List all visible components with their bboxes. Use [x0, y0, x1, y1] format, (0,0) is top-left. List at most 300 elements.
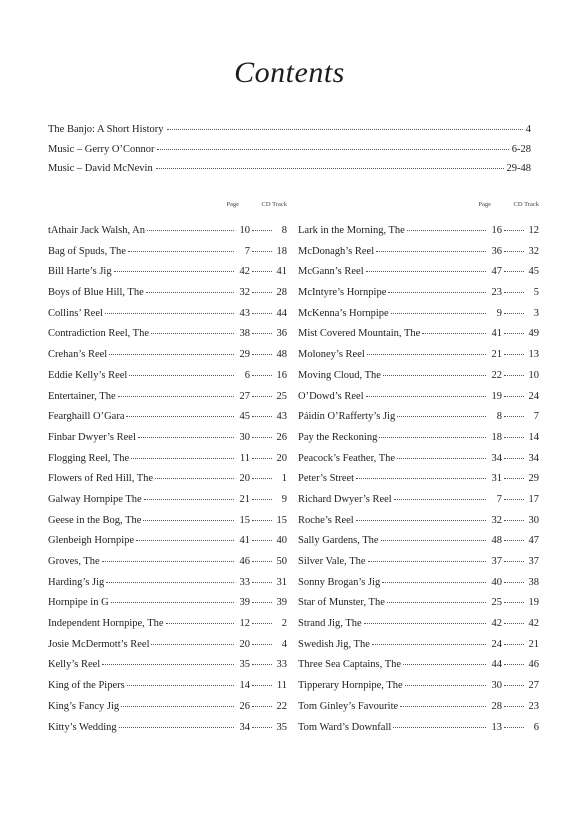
dot-leader [252, 697, 272, 709]
dot-leader [146, 283, 234, 295]
section-label: The Banjo: A Short History [48, 124, 164, 135]
cd-track-number: 10 [528, 369, 539, 381]
tune-entry[interactable] [48, 242, 287, 263]
dot-leader [504, 345, 524, 357]
cd-track-number: 34 [528, 452, 539, 464]
page-number: 37 [491, 556, 502, 567]
dot-leader [252, 593, 272, 605]
cd-track-number: 23 [528, 700, 539, 712]
dot-leader [151, 324, 234, 336]
tune-name: Sally Gardens, The [298, 535, 379, 547]
cd-track-number: 7 [533, 411, 539, 423]
dot-leader [504, 531, 524, 543]
tune-column-left [48, 200, 287, 738]
page-number: 9 [496, 307, 502, 319]
page-title: Contents [234, 56, 345, 89]
tune-list-left [48, 221, 287, 738]
dot-leader [155, 469, 234, 481]
page-number: 30 [239, 431, 250, 443]
dot-leader [252, 407, 272, 419]
tune-name: Moving Cloud, The [298, 369, 381, 381]
dot-leader [356, 511, 486, 523]
page-number: 22 [491, 369, 502, 381]
dot-leader [504, 324, 524, 336]
tune-name: Contradiction Reel, The [48, 328, 149, 340]
page-number: 18 [491, 431, 502, 443]
dot-leader [504, 304, 524, 316]
dot-leader [252, 531, 272, 543]
dot-leader [379, 428, 486, 440]
page-number: 34 [239, 721, 250, 733]
tune-entry[interactable] [48, 573, 287, 594]
cd-track-number: 6 [533, 721, 539, 733]
page-number: 19 [491, 390, 502, 402]
page-number: 45 [239, 411, 250, 423]
dot-leader [252, 283, 272, 295]
tune-name: Kelly’s Reel [48, 659, 101, 671]
dot-leader [166, 614, 234, 626]
tune-entry[interactable] [48, 676, 287, 697]
tune-name: Josie McDermott’s Reel [48, 638, 150, 650]
page-number: 44 [491, 659, 502, 671]
page-number: 32 [239, 287, 250, 299]
tune-entry[interactable] [298, 324, 539, 345]
page-header: Page [226, 201, 239, 208]
cd-track-number: 24 [528, 390, 539, 402]
cd-track-number: 42 [528, 618, 539, 630]
tune-entry[interactable] [298, 676, 539, 697]
cd-track-number: 21 [528, 638, 539, 650]
dot-leader [394, 490, 486, 502]
tune-name: King of the Pipers [48, 680, 125, 692]
cd-track-number: 8 [281, 225, 287, 236]
cd-track-number: 36 [276, 328, 287, 340]
tune-entry[interactable] [298, 573, 539, 594]
tune-name: tAthair Jack Walsh, An [48, 225, 145, 236]
tune-name: Richard Dwyer’s Reel [298, 493, 392, 505]
dot-leader [109, 345, 234, 357]
section-list [48, 120, 531, 179]
tune-entry[interactable] [298, 697, 539, 718]
page-number: 27 [239, 390, 250, 402]
dot-leader [252, 387, 272, 399]
tune-name: Independent Hornpipe, The [48, 618, 164, 630]
dot-leader [252, 718, 272, 730]
cd-track-number: 30 [528, 514, 539, 526]
tune-name: Peacock’s Feather, The [298, 452, 396, 464]
tune-entry[interactable] [48, 614, 287, 635]
dot-leader [381, 531, 486, 543]
page-number: 30 [491, 680, 502, 692]
page-number: 16 [491, 225, 502, 236]
cd-track-number: 2 [281, 618, 287, 630]
tune-name: Tom Ginley’s Favourite [298, 700, 399, 712]
dot-leader [102, 655, 234, 667]
tune-entry[interactable] [48, 511, 287, 532]
page-number: 31 [491, 473, 502, 485]
tune-entry[interactable] [298, 635, 539, 656]
dot-leader [136, 531, 234, 543]
dot-leader [403, 655, 486, 667]
cd-track-number: 22 [276, 700, 287, 712]
tune-entry[interactable] [48, 718, 287, 739]
tune-name: Roche’s Reel [298, 514, 354, 526]
tune-entry[interactable] [298, 449, 539, 470]
tune-name: Collins’ Reel [48, 307, 103, 319]
cd-track-number: 48 [276, 349, 287, 361]
tune-name: Strand Jig, The [298, 618, 362, 630]
cd-track-number: 9 [281, 493, 287, 505]
cd-track-number: 46 [528, 659, 539, 671]
cd-track-number: 45 [528, 266, 539, 278]
page-number: 10 [239, 225, 250, 236]
cd-track-number: 33 [276, 659, 287, 671]
cd-track-number: 17 [528, 493, 539, 505]
dot-leader [129, 366, 234, 378]
cd-track-number: 44 [276, 307, 287, 319]
tune-name: McIntyre’s Hornpipe [298, 287, 387, 299]
page-number: 20 [239, 638, 250, 650]
dot-leader [504, 573, 524, 585]
dot-leader [364, 614, 486, 626]
tune-entry[interactable] [48, 283, 287, 304]
cd-track-number: 49 [528, 328, 539, 340]
tune-name: Groves, The [48, 556, 100, 567]
dot-leader [252, 655, 272, 667]
page-number: 47 [491, 266, 502, 278]
tune-entry[interactable] [48, 449, 287, 470]
dot-leader [504, 697, 524, 709]
section-row[interactable] [48, 159, 531, 179]
tune-entry[interactable] [48, 531, 287, 552]
cd-track-number: 5 [533, 287, 539, 299]
section-pages: 6-28 [511, 143, 531, 155]
cd-track-number: 15 [276, 514, 287, 526]
tune-name: Moloney’s Reel [298, 349, 365, 361]
page-number: 41 [239, 535, 250, 547]
dot-leader [252, 573, 272, 585]
cd-track-number: 43 [276, 411, 287, 423]
tune-entry[interactable] [298, 531, 539, 552]
tune-entry[interactable] [48, 345, 287, 366]
cd-track-number: 37 [528, 556, 539, 567]
tune-name: O’Dowd’s Reel [298, 390, 364, 402]
tune-entry[interactable] [48, 428, 287, 449]
dot-leader [126, 407, 234, 419]
dot-leader [156, 159, 504, 171]
page-number: 6 [244, 369, 250, 381]
page-number: 33 [239, 576, 250, 588]
dot-leader [388, 283, 486, 295]
cd-track-number: 20 [276, 452, 287, 464]
tune-entry[interactable] [298, 387, 539, 408]
cd-track-number: 13 [528, 349, 539, 361]
dot-leader [252, 345, 272, 357]
column-header [48, 200, 287, 214]
tune-entry[interactable] [298, 262, 539, 283]
dot-leader [356, 469, 486, 481]
tune-entry[interactable] [298, 428, 539, 449]
cd-track-number: 14 [528, 431, 539, 443]
cd-track-number: 39 [276, 597, 287, 609]
dot-leader [366, 387, 486, 399]
cd-track-number: 1 [281, 473, 287, 485]
dot-leader [106, 573, 234, 585]
tune-name: Tom Ward’s Downfall [298, 721, 392, 733]
page-number: 21 [239, 493, 250, 505]
dot-leader [504, 366, 524, 378]
tune-name: Fearghaill O’Gara [48, 411, 125, 423]
dot-leader [252, 324, 272, 336]
dot-leader [252, 552, 272, 564]
tune-entry[interactable] [48, 635, 287, 656]
tune-entry[interactable] [298, 242, 539, 263]
dot-leader [105, 304, 234, 316]
page-number: 13 [491, 721, 502, 733]
tune-name: Lark in the Morning, The [298, 225, 405, 236]
dot-leader [504, 614, 524, 626]
tune-entry[interactable] [298, 345, 539, 366]
dot-leader [372, 635, 486, 647]
dot-leader [252, 262, 272, 274]
page-number: 14 [239, 680, 250, 692]
cd-track-number: 31 [276, 576, 287, 588]
dot-leader [252, 449, 272, 461]
cd-track-number: 27 [528, 680, 539, 692]
tune-entry[interactable] [48, 262, 287, 283]
page-number: 38 [239, 328, 250, 340]
section-label: Music – Gerry O’Connor [48, 143, 155, 155]
dot-leader [504, 428, 524, 440]
dot-leader [387, 593, 486, 605]
dot-leader [383, 366, 486, 378]
dot-leader [252, 511, 272, 523]
tune-entry[interactable] [48, 469, 287, 490]
tune-name: Star of Munster, The [298, 597, 385, 609]
dot-leader [504, 718, 524, 730]
tune-name: Flowers of Red Hill, The [48, 473, 154, 485]
tune-name: Flogging Reel, The [48, 452, 130, 464]
dot-leader [504, 655, 524, 667]
tune-name: Harding’s Jig [48, 576, 105, 588]
page-number: 42 [239, 266, 250, 278]
tune-name: Swedish Jig, The [298, 638, 370, 650]
dot-leader [393, 718, 486, 730]
tune-name: Kitty’s Wedding [48, 721, 117, 733]
page-number: 42 [491, 618, 502, 630]
dot-leader [382, 573, 486, 585]
dot-leader [252, 614, 272, 626]
tune-name: Geese in the Bog, The [48, 514, 142, 526]
tune-entry[interactable] [298, 221, 539, 242]
tune-name: McGann’s Reel [298, 266, 364, 278]
tune-name: Pay the Reckoning [298, 431, 378, 443]
page-number: 26 [239, 700, 250, 712]
dot-leader [252, 676, 272, 688]
dot-leader [128, 242, 234, 254]
cd-track-number: 32 [528, 245, 539, 257]
dot-leader [118, 387, 234, 399]
tune-name: Páidín O’Rafferty’s Jig [298, 411, 396, 423]
dot-leader [121, 697, 234, 709]
page-number: 48 [491, 535, 502, 547]
dot-leader [391, 304, 486, 316]
dot-leader [397, 449, 486, 461]
tune-entry[interactable] [298, 407, 539, 428]
tune-entry[interactable] [298, 593, 539, 614]
tune-entry[interactable] [48, 221, 287, 242]
dot-leader [504, 407, 524, 419]
page-number: 15 [239, 514, 250, 526]
tune-entry[interactable] [298, 614, 539, 635]
dot-leader [138, 428, 234, 440]
page-number: 43 [239, 307, 250, 319]
dot-leader [504, 283, 524, 295]
page-number: 35 [239, 659, 250, 671]
tune-entry[interactable] [48, 304, 287, 325]
tune-name: Glenbeigh Hornpipe [48, 535, 135, 547]
cd-track-number: 19 [528, 597, 539, 609]
column-header [298, 200, 539, 214]
cd-track-number: 18 [276, 245, 287, 257]
tune-entry[interactable] [298, 718, 539, 739]
tune-entry[interactable] [48, 324, 287, 345]
dot-leader [151, 635, 234, 647]
dot-leader [368, 552, 486, 564]
tune-column-right [298, 200, 539, 738]
section-row[interactable] [48, 140, 531, 160]
tune-name: Sonny Brogan’s Jig [298, 576, 381, 588]
cd-track-number: 16 [276, 369, 287, 381]
page-number: 36 [491, 245, 502, 257]
section-label: Music – David McNevin [48, 163, 153, 174]
tune-entry[interactable] [48, 655, 287, 676]
dot-leader [407, 221, 486, 233]
page-number: 8 [496, 411, 502, 423]
dot-leader [252, 221, 272, 233]
cd-track-number: 11 [276, 680, 287, 692]
page-number: 7 [244, 245, 250, 257]
dot-leader [400, 697, 486, 709]
dot-leader [131, 449, 234, 461]
tune-entry[interactable] [298, 283, 539, 304]
tune-entry[interactable] [48, 387, 287, 408]
tune-entry[interactable] [48, 490, 287, 511]
dot-leader [111, 593, 234, 605]
dot-leader [504, 490, 524, 502]
dot-leader [252, 635, 272, 647]
dot-leader [114, 262, 234, 274]
dot-leader [504, 449, 524, 461]
tune-list-right [298, 221, 539, 738]
cd-track-number: 3 [533, 307, 539, 319]
tune-name: Galway Hornpipe The [48, 493, 142, 505]
tune-entry[interactable] [298, 304, 539, 325]
tune-name: Hornpipe in G [48, 597, 109, 609]
page-number: 23 [491, 287, 502, 299]
tune-name: Silver Vale, The [298, 556, 366, 567]
dot-leader [504, 511, 524, 523]
tune-entry[interactable] [48, 552, 287, 573]
dot-leader [252, 304, 272, 316]
page-number: 20 [239, 473, 250, 485]
dot-leader [504, 242, 524, 254]
dot-leader [504, 635, 524, 647]
page-number: 40 [491, 576, 502, 588]
tune-name: Tipperary Hornpipe, The [298, 680, 403, 692]
dot-leader [144, 490, 234, 502]
tune-name: Bag of Spuds, The [48, 245, 126, 257]
tune-name: Bill Harte’s Jig [48, 266, 112, 278]
tune-name: Peter’s Street [298, 473, 355, 485]
cd-track-number: 35 [276, 721, 287, 733]
page-number: 24 [491, 638, 502, 650]
dot-leader [102, 552, 234, 564]
dot-leader [366, 262, 486, 274]
tune-name: King’s Fancy Jig [48, 700, 120, 712]
tune-entry[interactable] [48, 593, 287, 614]
page-number: 12 [239, 618, 250, 630]
tune-entry[interactable] [48, 366, 287, 387]
dot-leader [422, 324, 486, 336]
tune-entry[interactable] [298, 511, 539, 532]
cd-track-number: 26 [276, 431, 287, 443]
cd-track-number: 12 [528, 225, 539, 236]
dot-leader [147, 221, 234, 233]
cd-track-number: 47 [528, 535, 539, 547]
dot-leader [504, 552, 524, 564]
section-pages: 4 [525, 124, 531, 135]
tune-name: Crehan’s Reel [48, 349, 108, 361]
dot-leader [376, 242, 486, 254]
dot-leader [252, 469, 272, 481]
dot-leader [119, 718, 234, 730]
page-number: 39 [239, 597, 250, 609]
cd-track-number: 50 [276, 556, 287, 567]
tune-entry[interactable] [298, 366, 539, 387]
tune-entry[interactable] [298, 490, 539, 511]
dot-leader [252, 490, 272, 502]
tune-entry[interactable] [48, 697, 287, 718]
dot-leader [397, 407, 486, 419]
dot-leader [127, 676, 234, 688]
section-pages: 29-48 [506, 163, 531, 174]
tune-name: Eddie Kelly’s Reel [48, 369, 128, 381]
tune-entry[interactable] [298, 655, 539, 676]
tune-name: McKenna’s Hornpipe [298, 307, 389, 319]
dot-leader [167, 120, 523, 132]
tune-entry[interactable] [48, 407, 287, 428]
dot-leader [143, 511, 234, 523]
dot-leader [504, 593, 524, 605]
dot-leader [405, 676, 486, 688]
dot-leader [252, 242, 272, 254]
cd-track-number: 4 [281, 638, 287, 650]
cd-track-number: 29 [528, 473, 539, 485]
page-number: 29 [239, 349, 250, 361]
page-number: 34 [491, 452, 502, 464]
cd-track-number: 40 [276, 535, 287, 547]
page-number: 25 [491, 597, 502, 609]
tune-name: McDonagh’s Reel [298, 245, 375, 257]
tune-name: Finbar Dwyer’s Reel [48, 431, 136, 443]
dot-leader [504, 221, 524, 233]
cd-track-number: 41 [276, 266, 287, 278]
tune-entry[interactable] [298, 552, 539, 573]
section-row[interactable] [48, 120, 531, 140]
dot-leader [504, 387, 524, 399]
tune-entry[interactable] [298, 469, 539, 490]
